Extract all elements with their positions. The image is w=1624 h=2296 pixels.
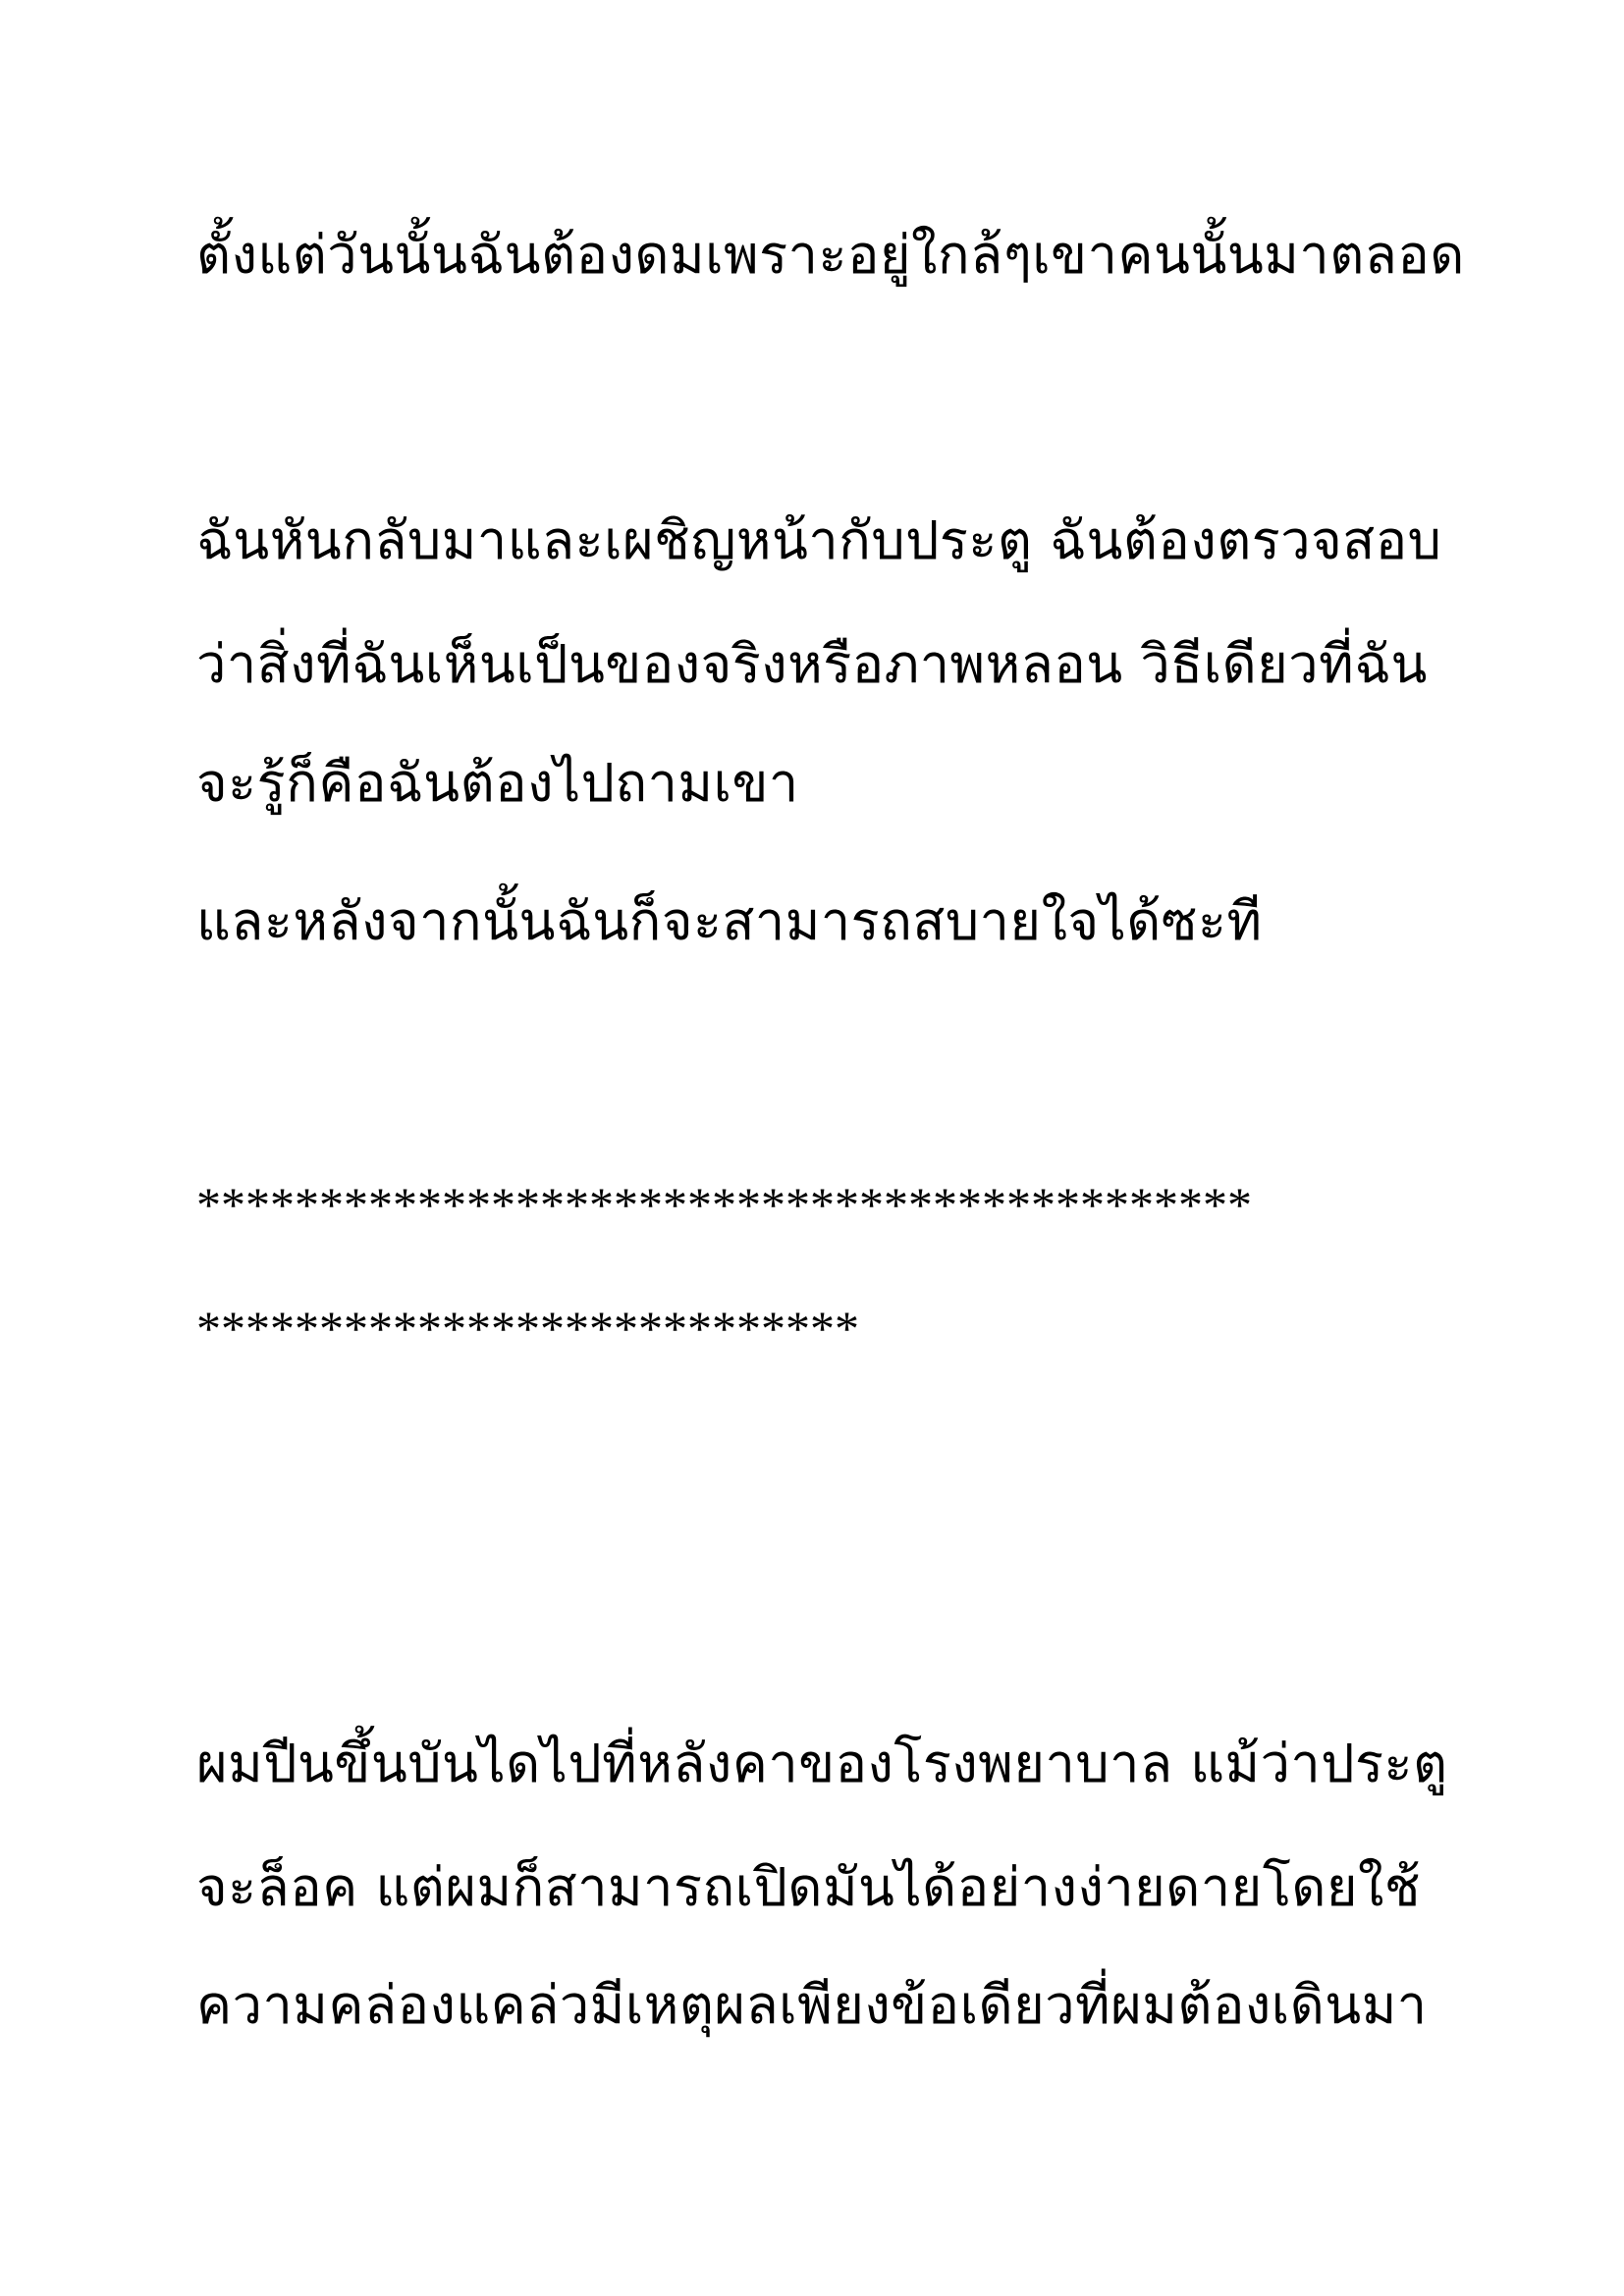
separator-line-2: *************************** <box>196 1301 859 1356</box>
separator-line-1: ******************************************* <box>196 1177 1252 1232</box>
paragraph-2-line-4: และหลังจากนั้นฉันก็จะสามารถสบายใจได้ซะที <box>196 890 1263 952</box>
paragraph-1-line-1: ตั้งแต่วันนั้นฉันต้องดมเพราะอยู่ใกล้ๆเขาคนนั้นมาตลอด <box>196 224 1465 286</box>
paragraph-2-line-2: ว่าสิ่งที่ฉันเห็นเป็นของจริงหรือภาพหลอน วิธีเดียวที่ฉัน <box>196 633 1428 695</box>
paragraph-2-line-3: จะรู้ก็คือฉันต้องไปถามเขา <box>196 752 799 814</box>
paragraph-3-line-2: จะล็อค แต่ผมก็สามารถเปิดมันได้อย่างง่ายดายโดยใช้ <box>196 1856 1422 1918</box>
paragraph-2-line-1: ฉันหันกลับมาและเผชิญหน้ากับประตู ฉันต้องตรวจสอบ <box>196 509 1442 571</box>
paragraph-3-line-1: ผมปีนขึ้นบันไดไปที่หลังคาของโรงพยาบาล แม้ว่าประตู <box>196 1733 1448 1794</box>
paragraph-3-line-3: ความคล่องแคล่วมีเหตุผลเพียงข้อเดียวที่ผมต้องเดินมา <box>196 1974 1428 2036</box>
